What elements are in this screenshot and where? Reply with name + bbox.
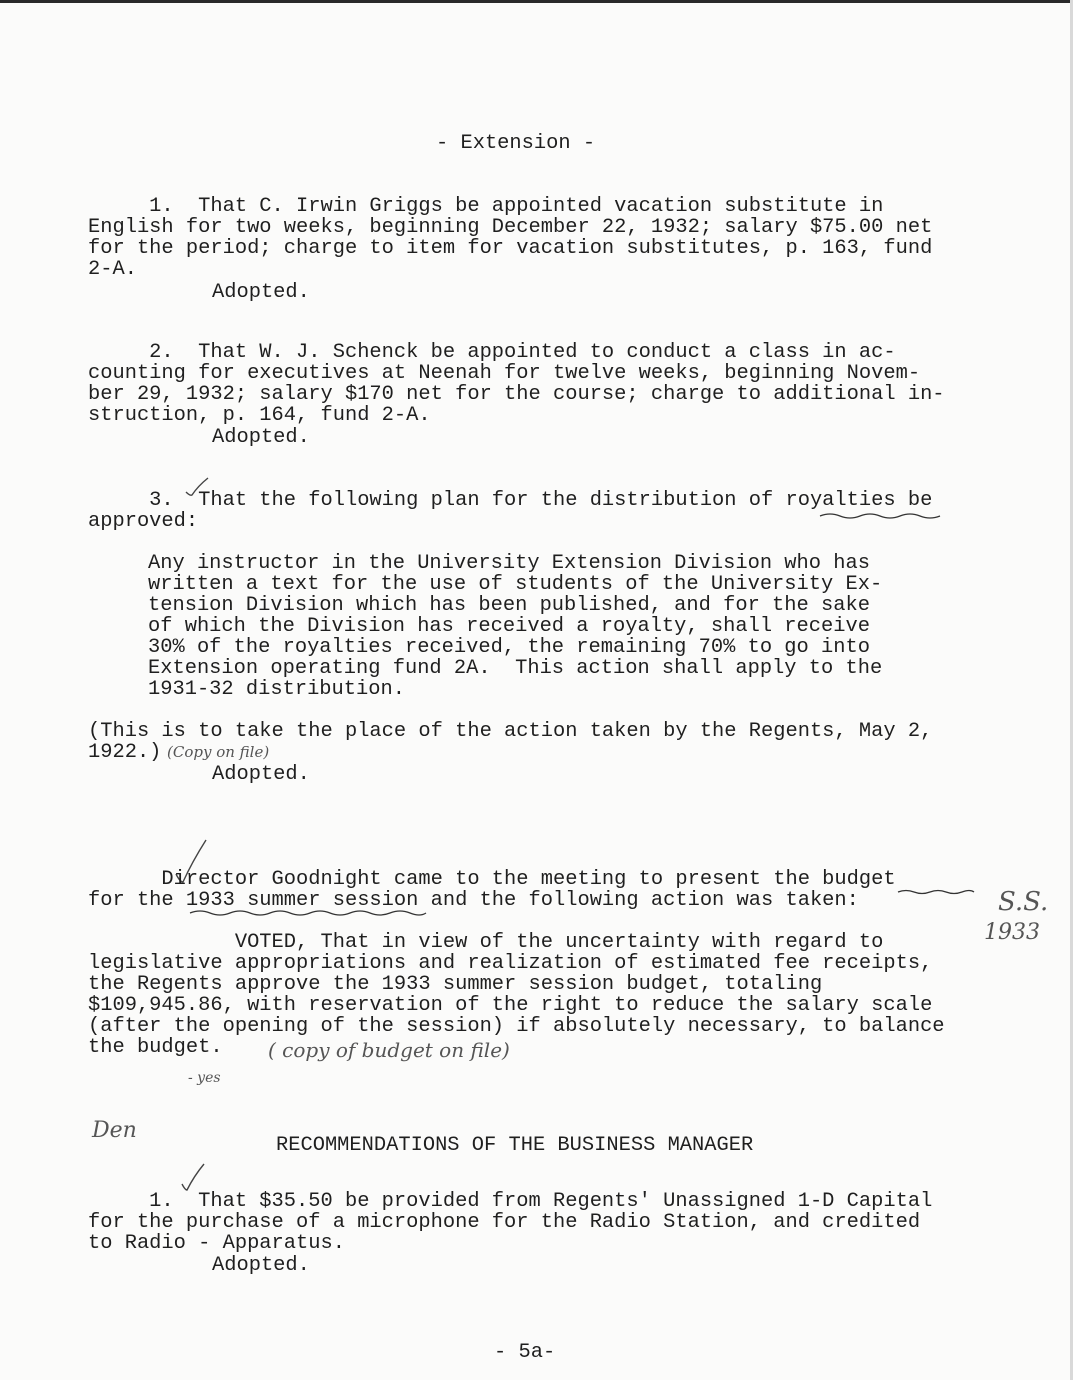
bm-item1-line-1: 1. That $35.50 be provided from Regents' Unassigned 1-D Capital	[88, 1190, 933, 1213]
handwritten-1933: 1933	[984, 920, 1040, 945]
item1-line-4: 2-A.	[88, 258, 137, 281]
voted-line-5: (after the opening of the session) if absolutely necessary, to balance	[88, 1015, 945, 1038]
voted-line-2: legislative appropriations and realization of estimated fee receipts,	[88, 952, 933, 975]
plan-line-5: 30% of the royalties received, the remaining 70% to go into	[148, 636, 870, 659]
business-manager-heading: RECOMMENDATIONS OF THE BUSINESS MANAGER	[276, 1134, 754, 1157]
handwritten-copy-of-budget: ( copy of budget on file)	[268, 1038, 510, 1062]
item1-line-3: for the period; charge to item for vacation substitutes, p. 163, fund	[88, 237, 933, 260]
item3-line-1: 3. That the following plan for the distribution of royalties be	[88, 489, 933, 512]
item1-line-2: English for two weeks, beginning December 22, 1932; salary $75.00 net	[88, 216, 933, 239]
item2-line-1: 2. That W. J. Schenck be appointed to conduct a class in ac-	[88, 341, 896, 364]
item2-line-2: counting for executives at Neenah for twelve weeks, beginning Novem-	[88, 362, 921, 385]
bm-item1-line-3: to Radio - Apparatus.	[88, 1232, 345, 1255]
bm-item1-line-2: for the purchase of a microphone for the Radio Station, and credited	[88, 1211, 921, 1234]
note-line-1: (This is to take the place of the action taken by the Regents, May 2,	[88, 720, 933, 743]
handwritten-yes: - yes	[188, 1070, 221, 1086]
plan-line-1: Any instructor in the University Extension Division who has	[148, 552, 870, 575]
item3-line-2: approved:	[88, 510, 199, 533]
section-heading: - Extension -	[436, 132, 596, 155]
budget-line-1: Director Goodnight came to the meeting to present the budget	[88, 868, 896, 891]
summer-session-underline	[188, 908, 428, 918]
item1-line-1: 1. That C. Irwin Griggs be appointed vacation substitute in	[88, 195, 884, 218]
voted-line-6: the budget.	[88, 1036, 223, 1059]
item2-adopted: Adopted.	[212, 426, 310, 449]
voted-line-3: the Regents approve the 1933 summer session budget, totaling	[88, 973, 823, 996]
plan-line-3: tension Division which has been published, and for the sake	[148, 594, 870, 617]
plan-line-2: written a text for the use of students of the University Ex-	[148, 573, 883, 596]
voted-line-1: VOTED, That in view of the uncertainty with regard to	[88, 931, 884, 954]
voted-line-4: $109,945.86, with reservation of the right to reduce the salary scale	[88, 994, 933, 1017]
item2-line-3: ber 29, 1932; salary $170 net for the course; charge to additional in-	[88, 383, 945, 406]
plan-line-6: Extension operating fund 2A. This action shall apply to the	[148, 657, 883, 680]
budget-underline	[896, 888, 976, 896]
check-mark-icon	[180, 1162, 206, 1192]
plan-line-4: of which the Division has received a royalty, shall receive	[148, 615, 870, 638]
handwritten-ss: S.S.	[998, 887, 1049, 917]
item2-line-4: struction, p. 164, fund 2-A.	[88, 404, 431, 427]
page-number: - 5a-	[494, 1341, 556, 1364]
note-line-2: 1922.)	[88, 741, 162, 764]
royalties-underline	[818, 510, 942, 520]
item3-adopted: Adopted.	[212, 763, 310, 786]
handwritten-copy-on-file: (Copy on file)	[167, 743, 270, 761]
item1-adopted: Adopted.	[212, 281, 310, 304]
handwritten-margin-note: Den	[92, 1118, 137, 1143]
bm-item1-adopted: Adopted.	[212, 1254, 310, 1277]
plan-line-7: 1931-32 distribution.	[148, 678, 405, 701]
budget-line-2: for the 1933 summer session and the following action was taken:	[88, 889, 859, 912]
scan-top-edge	[0, 0, 1073, 3]
